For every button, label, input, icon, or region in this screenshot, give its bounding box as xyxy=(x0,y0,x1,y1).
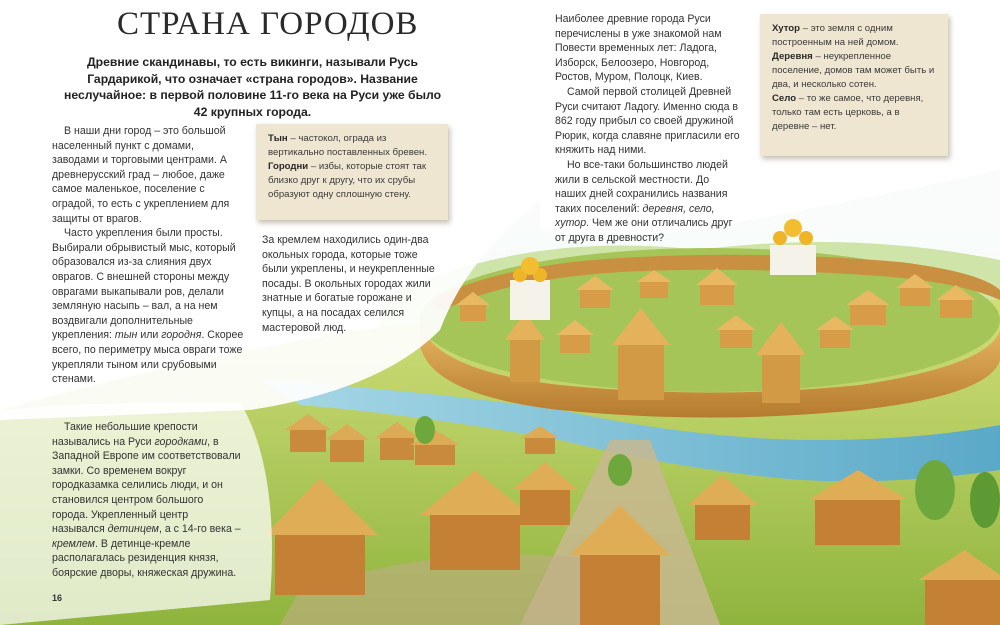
term-gorodki: городками xyxy=(154,435,208,448)
text-fragment: . Скорее всего, по периметру мыса овраги тоже укрепляли тыном или срубовыми стенами. xyxy=(52,329,244,386)
note-definition: – неукрепленное поселение, домов там может быть и два, и несколько сотен. xyxy=(772,51,935,90)
note-entry-khutor xyxy=(772,22,936,50)
note-term: Хутор xyxy=(772,23,801,34)
text-fragment: Часто укрепления были просты. Выбирали обрывистый мыс, который образовался из-за слияния двух оврагов. С внешней стороны между оврагами выкапывали ров, делали земляную насыпь – вал, а на нем воздвигали дополнительные укрепления: xyxy=(52,227,236,342)
text-column-1 xyxy=(52,124,244,387)
text-fragment: Но все-таки большинство людей жили в сельской местности. До наших дней сохранились названия таких поселений: xyxy=(555,158,728,215)
note-definition: – то же самое, что деревня, только там есть церковь, а в деревне – нет. xyxy=(772,93,924,132)
text-fragment: . Чем же они отличались друг от друга в древности? xyxy=(555,217,733,244)
lead-paragraph: Древние скандинавы, то есть викинги, называли Русь Гардарикой, что означает «страна городов». Название неслучайное: в первой половине 11-го века на Руси уже было 42 крупных города. xyxy=(63,55,442,119)
note-entry-tyn xyxy=(268,132,436,160)
text-column-4 xyxy=(52,420,242,581)
term-gorodnya: городня xyxy=(161,329,202,342)
note-entry-derevnya xyxy=(772,50,936,92)
term-detinets: детинцем xyxy=(107,523,159,536)
note-definition: – частокол, ограда из вертикально поставленных бревен. xyxy=(268,133,428,158)
text-column-3 xyxy=(555,12,743,246)
paragraph-rural xyxy=(555,158,743,246)
note-term: Городни xyxy=(268,161,309,172)
text-fragment: или xyxy=(137,329,162,342)
note-definition: – избы, которые стоят так близко друг к другу, что их срубы образуют одну сплошную стену. xyxy=(268,161,427,200)
text-fragment: , в Западной Европе им соответствовали замки. Со временем вокруг городказамка селились люди, и он становился центром большого города. Укрепленный центр назывался xyxy=(52,435,241,536)
glossary-note-settlements xyxy=(760,14,948,156)
text-column-2 xyxy=(262,233,440,335)
paragraph-outer-towns: За кремлем находились один-два окольных города, которые тоже были укреплены, и неукрепленные посады. В окольных городах жили знатные и богатые горожане и купцы, а на посадах селился мастеровой люд. xyxy=(262,234,435,334)
paragraph-ladoga: Самой первой столицей Древней Руси считают Ладогу. Именно сюда в 862 году прибыл со своей дружиной Рюрик, когда славяне пригласили его княжить над ними. xyxy=(555,85,740,157)
text-fragment: Такие небольшие крепости назывались на Руси xyxy=(52,421,198,448)
term-kreml: кремлем xyxy=(52,537,95,550)
paragraph-gorodki xyxy=(52,420,242,581)
page-number: 16 xyxy=(52,593,63,603)
paragraph-ancient-cities: Наиболее древние города Руси перечислены в уже знакомой нам Повести временных лет: Ладога, Изборск, Белоозеро, Новгород, Ростов, Муром, Полоцк, Киев. xyxy=(555,13,722,84)
note-term: Тын xyxy=(268,133,288,144)
note-term: Деревня xyxy=(772,51,813,62)
note-entry-selo xyxy=(772,92,936,134)
term-tyn: тын xyxy=(114,329,138,342)
terms-settlements: деревня, село, хутор xyxy=(555,202,715,230)
glossary-note-tyn xyxy=(256,124,448,220)
text-fragment: . В детинце-кремле располагалась резиденция князя, боярские дворы, княжеская дружина. xyxy=(52,537,237,579)
note-entry-gorodni xyxy=(268,160,436,202)
page-title: СТРАНА ГОРОДОВ xyxy=(117,6,419,42)
note-definition: – это земля с одним построенным на ней домом. xyxy=(772,23,899,48)
text-fragment: , а с 14-го века – xyxy=(158,523,241,536)
note-term: Село xyxy=(772,93,797,104)
paragraph-city-definition: В наши дни город – это большой населенный пункт с домами, заводами и торговыми центрами. А древнерусский град – любое, даже самое маленькое, поселение с оградой, то есть с укреплением для защиты от врагов. xyxy=(52,125,230,225)
paragraph-fortifications xyxy=(52,226,244,387)
